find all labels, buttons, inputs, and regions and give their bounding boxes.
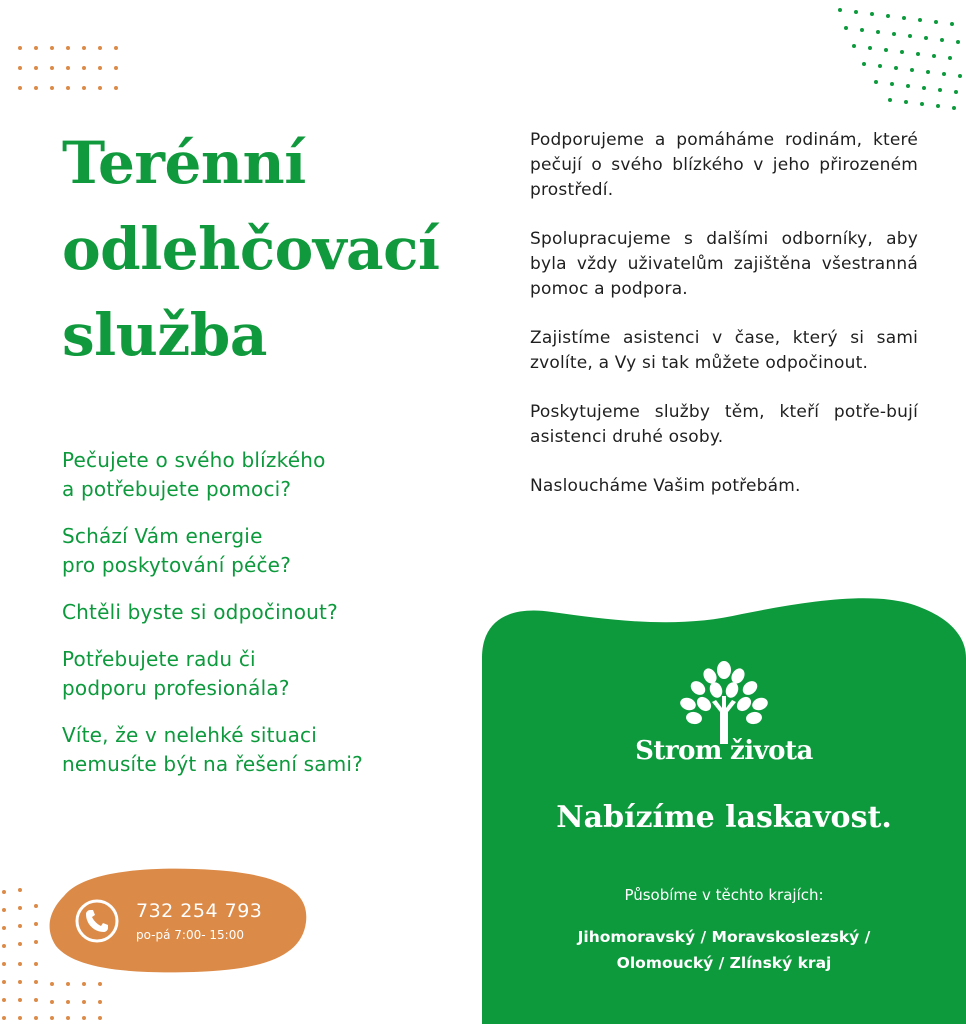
description-paragraph: Zajistíme asistenci v čase, který si sami zvolíte, a Vy si tak můžete odpočinout.	[530, 328, 918, 373]
description-paragraph: Spolupracujeme s dalšími odborníky, aby byla vždy uživatelům zajištěna všestranná pomoc a podpora.	[530, 229, 918, 299]
logo-word: Strom	[635, 736, 722, 766]
regions-heading: Působíme v těchto krajích:	[624, 886, 824, 904]
title-line: odlehčovací	[62, 215, 440, 283]
description-paragraph: Podporujeme a pomáháme rodinám, které pečují o svého blízkého v jeho přirozeném prostředí.	[530, 130, 918, 200]
page-title	[62, 120, 492, 378]
organization-panel	[482, 598, 966, 1024]
question-item: Schází Vám energie pro poskytování péče?	[62, 524, 292, 577]
title-line: služba	[62, 301, 267, 369]
phone-icon	[74, 898, 120, 944]
logo-word: života	[729, 736, 813, 766]
question-item: Pečujete o svého blízkého a potřebujete pomoci?	[62, 448, 326, 501]
phone-number[interactable]: 732 254 793	[136, 900, 263, 922]
tagline: Nabízíme laskavost.	[556, 800, 892, 835]
regions-line: Olomoucký / Zlínský kraj	[616, 954, 832, 972]
description-column	[530, 128, 918, 523]
logo-text	[482, 736, 966, 766]
description-paragraph: Nasloucháme Vašim potřebám.	[530, 476, 801, 496]
dots-top-left-decoration	[14, 42, 124, 96]
question-item: Potřebujete radu či podporu profesionála?	[62, 647, 290, 700]
office-hours: po-pá 7:00- 15:00	[136, 928, 244, 942]
question-item: Víte, že v nelehké situaci nemusíte být na řešení sami?	[62, 723, 363, 776]
contact-badge[interactable]	[44, 866, 310, 974]
description-paragraph: Poskytujeme služby těm, kteří potře-bují asistenci druhé osoby.	[530, 402, 918, 447]
title-line: Terénní	[62, 129, 306, 197]
tree-logo-icon	[674, 660, 774, 744]
question-item: Chtěli byste si odpočinout?	[62, 600, 338, 624]
question-list	[62, 446, 482, 797]
dots-top-right-decoration	[826, 0, 966, 120]
regions-line: Jihomoravský / Moravskoslezský /	[577, 928, 871, 946]
logo	[482, 660, 966, 766]
regions-list	[542, 924, 906, 976]
